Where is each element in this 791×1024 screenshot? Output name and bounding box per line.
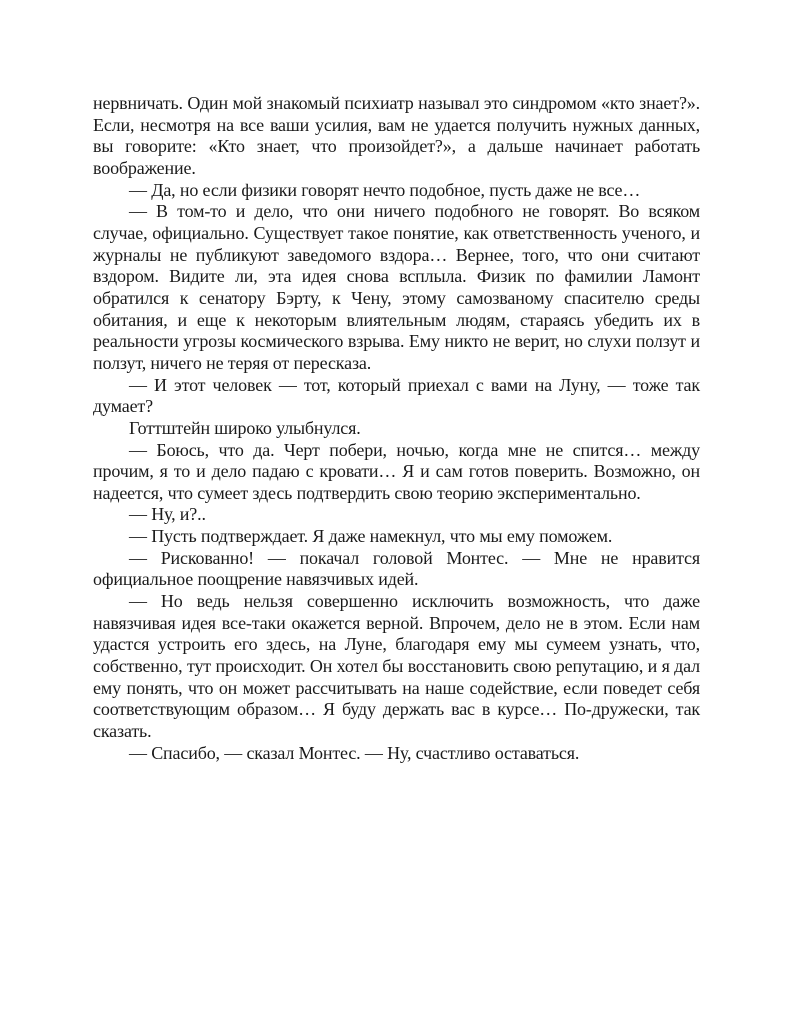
paragraph-dialogue: — В том-то и дело, что они ничего подобного не говорят. Во всяком случае, официально. Существует такое понятие, как ответственность ученого, и журналы не публикуют заведомого вздора… Вернее, того, что они считают вздором. Видите ли, эта идея снова всплыла. Физик по фамилии Ламонт обратился к сенатору Бэрту, к Чену, этому самозваному спасителю среды обитания, и еще к некоторым влиятельным людям, стараясь убедить их в реальности угрозы космического взрыва. Ему никто не верит, но слухи ползут и ползут, ничего не теряя от пересказа. bbox=[93, 201, 700, 373]
paragraph-dialogue: — Но ведь нельзя совершенно исключить возможность, что даже навязчивая идея все-таки окажется верной. Впрочем, дело не в этом. Если нам удастся устроить его здесь, на Луне, благодаря ему мы сумеем узнать, что, собственно, тут происходит. Он хотел бы восстановить свою репутацию, и я дал ему понять, что он может рассчитывать на наше содействие, если поведет себя соответствующим образом… Я буду держать вас в курсе… По-дружески, так сказать. bbox=[93, 591, 700, 742]
paragraph-dialogue: — И этот человек — тот, который приехал с вами на Луну, — тоже так думает? bbox=[93, 374, 700, 417]
document-page bbox=[93, 93, 700, 764]
paragraph-dialogue: — Да, но если физики говорят нечто подобное, пусть даже не все… bbox=[129, 179, 641, 200]
paragraph-dialogue: — Ну, и?.. bbox=[129, 504, 206, 525]
paragraph-continuation: нервничать. Один мой знакомый психиатр называл это синдромом «кто знает?». Если, несмотря на все ваши усилия, вам не удается получить нужных данных, вы говорите: «Кто знает, что произойдет?», а дальше начинает работать воображение. bbox=[93, 93, 700, 178]
paragraph-dialogue: — Боюсь, что да. Черт побери, ночью, когда мне не спится… между прочим, я то и дело падаю с кровати… Я и сам готов поверить. Возможно, он надеется, что сумеет здесь подтвердить свою теорию экспериментально. bbox=[93, 439, 700, 503]
paragraph-narration: Готтштейн широко улыбнулся. bbox=[129, 417, 361, 438]
paragraph-dialogue: — Пусть подтверждает. Я даже намекнул, что мы ему поможем. bbox=[129, 526, 613, 547]
paragraph-dialogue: — Рискованно! — покачал головой Монтес. — Мне не нравится официальное поощрение навязчивых идей. bbox=[93, 547, 700, 590]
paragraph-dialogue: — Спасибо, — сказал Монтес. — Ну, счастливо оставаться. bbox=[129, 742, 580, 763]
